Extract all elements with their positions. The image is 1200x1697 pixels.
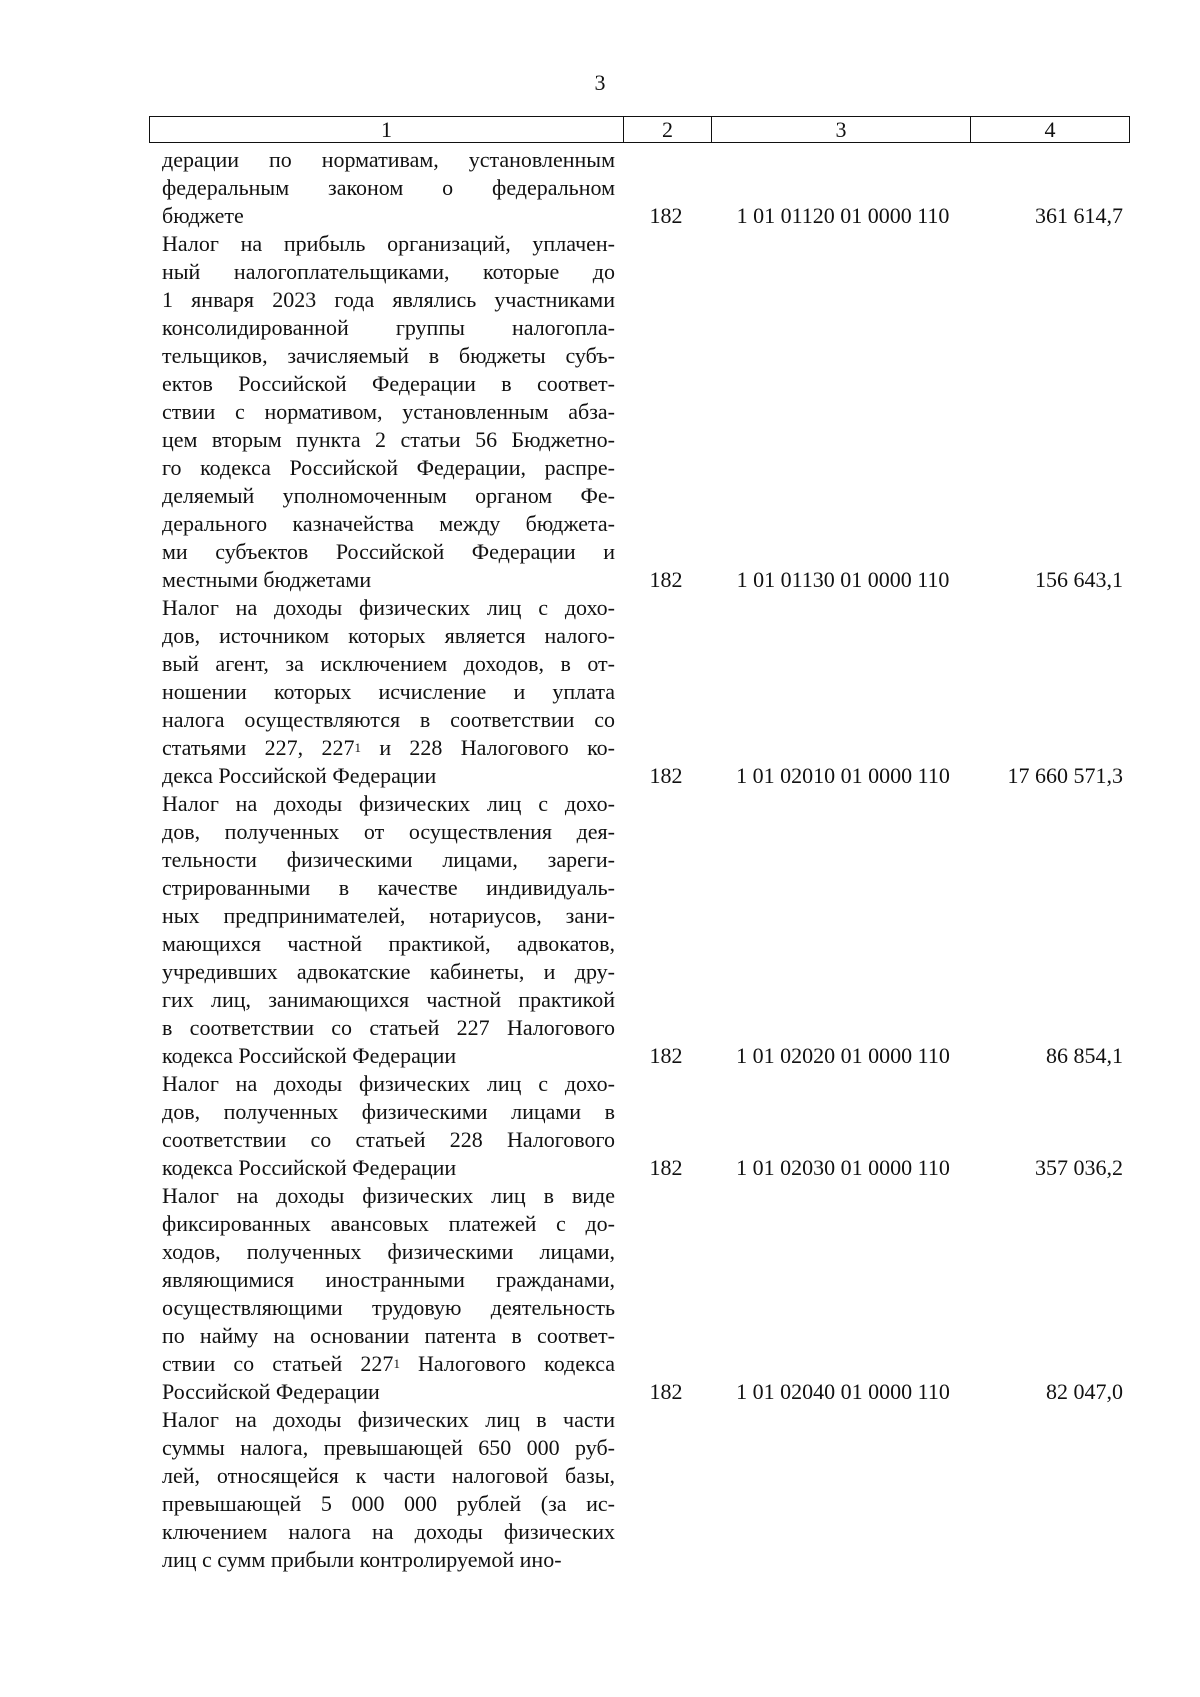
description-line: Российской Федерации xyxy=(162,1379,380,1404)
description-line: кодекса Российской Федерации xyxy=(162,1155,457,1180)
admin-code-cell: 182 xyxy=(649,567,683,592)
table-row xyxy=(162,594,1123,790)
description-line: тельности физическими лицами, зареги- xyxy=(162,847,615,872)
description-line: консолидированной группы налогопла- xyxy=(162,315,615,340)
description-line: стрированными в качестве индивидуаль- xyxy=(162,875,615,900)
description-line: гих лиц, занимающихся частной практикой xyxy=(162,987,615,1012)
budget-code-cell: 1 01 02040 01 0000 110 xyxy=(736,1379,950,1404)
page-number: 3 xyxy=(594,70,606,95)
amount-cell: 17 660 571,3 xyxy=(1007,763,1123,788)
admin-code-cell: 182 xyxy=(649,203,683,228)
description-line: в соответствии со статьей 227 Налогового xyxy=(162,1015,615,1040)
description-line: лей, относящейся к части налоговой базы, xyxy=(162,1463,615,1488)
description-line: Налог на доходы физических лиц с дохо- xyxy=(162,1071,615,1096)
amount-cell: 86 854,1 xyxy=(1046,1043,1123,1068)
description-line: ствии с нормативом, установленным абза- xyxy=(162,399,615,424)
description-line: фиксированных авансовых платежей с до- xyxy=(162,1211,615,1236)
description-line: ных предпринимателей, нотариусов, зани- xyxy=(162,903,615,928)
description-line: налога осуществляются в соответствии со xyxy=(162,707,615,732)
budget-code-cell: 1 01 02020 01 0000 110 xyxy=(736,1043,950,1068)
description-line: дов, полученных физическими лицами в xyxy=(162,1099,615,1124)
table-row xyxy=(162,1182,1123,1406)
description-line: ектов Российской Федерации в соответ- xyxy=(162,371,615,396)
description-line: цем вторым пункта 2 статьи 56 Бюджетно- xyxy=(162,427,615,452)
description-line: Налог на доходы физических лиц с дохо- xyxy=(162,791,615,816)
description-line: лиц с сумм прибыли контролируемой ино- xyxy=(162,1547,562,1572)
description-line: го кодекса Российской Федерации, распре- xyxy=(162,455,615,480)
description-line: федеральным законом о федеральном xyxy=(162,175,615,200)
amount-cell: 82 047,0 xyxy=(1046,1379,1123,1404)
header-cell-description: 1 xyxy=(150,117,624,142)
budget-code-cell: 1 01 01120 01 0000 110 xyxy=(736,203,950,228)
description-line: Налог на доходы физических лиц с дохо- xyxy=(162,595,615,620)
table-row xyxy=(162,146,1123,230)
description-line: дерального казначейства между бюджета- xyxy=(162,511,615,536)
amount-cell: 156 643,1 xyxy=(1035,567,1123,592)
admin-code-cell: 182 xyxy=(649,1043,683,1068)
description-line: являющимися иностранными гражданами, xyxy=(162,1267,615,1292)
description-line: ствии со статьей $227^1$ Налогового кодекса xyxy=(162,1351,615,1376)
budget-code-cell: 1 01 02030 01 0000 110 xyxy=(736,1155,950,1180)
table-row xyxy=(162,1406,615,1574)
header-cell-code: 3 xyxy=(712,117,971,142)
description-line: Налог на доходы физических лиц в виде xyxy=(162,1183,615,1208)
description-line: суммы налога, превышающей 650 000 руб- xyxy=(162,1435,615,1460)
table-row xyxy=(162,230,1123,594)
description-line: декса Российской Федерации xyxy=(162,763,437,788)
description-line: местными бюджетами xyxy=(162,567,372,592)
description-line: 1 января 2023 года являлись участниками xyxy=(162,287,615,312)
table-header xyxy=(149,116,1130,143)
description-line: ми субъектов Российской Федерации и xyxy=(162,539,615,564)
description-line: ключением налога на доходы физических xyxy=(162,1519,615,1544)
description-line: дов, полученных от осуществления дея- xyxy=(162,819,615,844)
admin-code-cell: 182 xyxy=(649,1379,683,1404)
description-line: ходов, полученных физическими лицами, xyxy=(162,1239,615,1264)
description-line: деляемый уполномоченным органом Фе- xyxy=(162,483,615,508)
description-line: тельщиков, зачисляемый в бюджеты субъ- xyxy=(162,343,615,368)
admin-code-cell: 182 xyxy=(649,763,683,788)
description-line: Налог на прибыль организаций, уплачен- xyxy=(162,231,615,256)
description-line: Налог на доходы физических лиц в части xyxy=(162,1407,615,1432)
description-line: мающихся частной практикой, адвокатов, xyxy=(162,931,615,956)
description-line: осуществляющими трудовую деятельность xyxy=(162,1295,615,1320)
admin-code-cell: 182 xyxy=(649,1155,683,1180)
description-line: статьями 227, $227^1$ и 228 Налогового ко- xyxy=(162,735,615,760)
table-row xyxy=(162,790,1123,1070)
description-line: ный налогоплательщиками, которые до xyxy=(162,259,615,284)
description-line: превышающей 5 000 000 рублей (за ис- xyxy=(162,1491,615,1516)
description-line: по найму на основании патента в соответ- xyxy=(162,1323,615,1348)
table-row xyxy=(162,1070,1123,1182)
table-body xyxy=(162,146,1123,1574)
description-line: кодекса Российской Федерации xyxy=(162,1043,457,1068)
description-line: дов, источником которых является налого- xyxy=(162,623,615,648)
budget-code-cell: 1 01 02010 01 0000 110 xyxy=(736,763,950,788)
amount-cell: 361 614,7 xyxy=(1035,203,1123,228)
description-line: бюджете xyxy=(162,203,244,228)
description-line: вый агент, за исключением доходов, в от- xyxy=(162,651,615,676)
budget-code-cell: 1 01 01130 01 0000 110 xyxy=(736,567,950,592)
description-line: соответствии со статьей 228 Налогового xyxy=(162,1127,615,1152)
header-cell-amount: 4 xyxy=(1044,117,1056,142)
amount-cell: 357 036,2 xyxy=(1035,1155,1123,1180)
description-line: ношении которых исчисление и уплата xyxy=(162,679,615,704)
description-line: дерации по нормативам, установленным xyxy=(162,147,615,172)
header-cell-admin: 2 xyxy=(624,117,712,142)
description-line: учредивших адвокатские кабинеты, и дру- xyxy=(162,959,615,984)
